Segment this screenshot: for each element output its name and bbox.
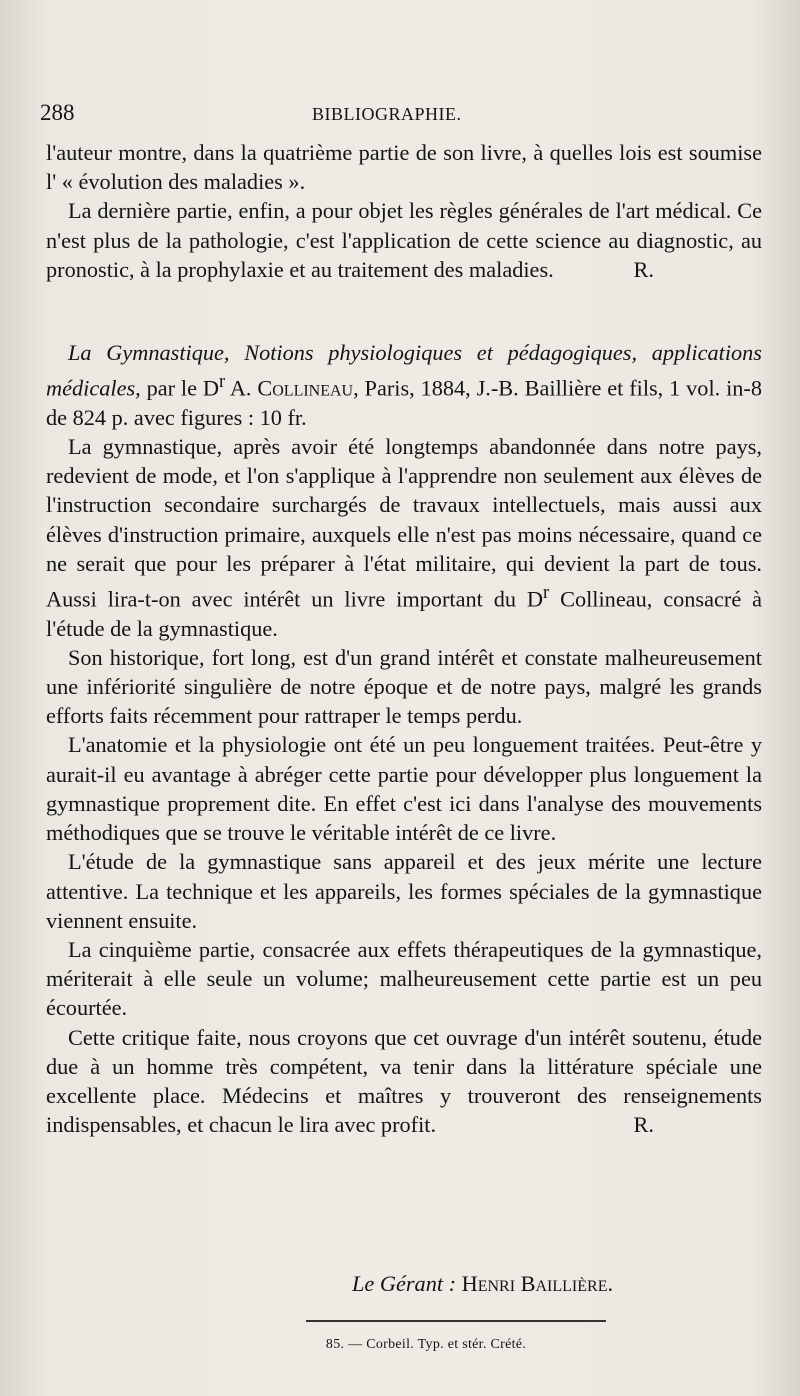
running-title: BIBLIOGRAPHIE.: [312, 104, 462, 124]
review-1-paragraph-1: l'auteur montre, dans la quatrième partie de son livre, à quelles lois est soumise l' « évolution des maladies ».: [46, 140, 762, 195]
review-2-paragraph-3: L'anatomie et la physiologie ont été un peu longuement traitées. Peut-être y aurait-il eu avantage à abréger cette partie pour développer plus longuement la gymnastique proprement dite. En effet c'est ici dans l'analyse des mouvements méthodiques que se trouve le véritable intérêt de ce livre.: [46, 732, 762, 846]
review-2-signature: R.: [633, 1112, 654, 1138]
gerant-name: Henri Baillière.: [461, 1271, 614, 1296]
review-2-paragraph-1-text: La gymnastique, après avoir été longtemps abandonnée dans notre pays, redevient de mode, et l'on s'applique à l'apprendre non seulement aux élèves de l'instruction secondaire surchargés de travaux intellectuels, mais aussi aux élèves d'instruction primaire, auxquels elle n'est pas moins nécessaire, quand ce ne serait que pour les préparer à l'état militaire, qui devient la part de tous. Aussi lira-t-on avec intérêt un livre important du D: [46, 434, 762, 612]
review-2-paragraph-4: L'étude de la gymnastique sans appareil et des jeux mérite une lecture attentive. La technique et les appareils, les formes spéciales de la gymnastique viennent ensuite.: [46, 849, 762, 933]
review-2-paragraph-1-end: Collineau, consacré à l'étude de la gymnastique.: [46, 586, 763, 641]
page-number: 288: [40, 100, 75, 125]
review-1-paragraph-2: [46, 196, 762, 284]
running-header: [40, 100, 760, 130]
review-2-paragraph-5: La cinquième partie, consacrée aux effets thérapeutiques de la gymnastique, mériterait à elle seule un volume; malheureusement cette partie est un peu écourtée.: [46, 936, 762, 1021]
review-2-paragraph-6: [46, 1023, 762, 1140]
review-2-paragraph-1: [46, 432, 762, 643]
citation-by: par le D: [140, 375, 219, 401]
review-2-paragraph-6-text: Cette critique faite, nous croyons que cet ouvrage d'un intérêt soutenu, étude due à un homme très compétent, va tenir dans la littérature spéciale une excellente place. Médecins et maîtres y trouveront des renseignements indispensables, et chacun le lira avec profit.: [46, 1024, 762, 1138]
gerant-line: [352, 1271, 752, 1297]
citation-publication: Paris, 1884, J.-B. Baillière et fils, 1 vol. in-8 de 824 p. avec figures : 10 fr.: [46, 375, 762, 430]
citation-sup: r: [219, 371, 226, 393]
review-1-paragraph-2-text: La dernière partie, enfin, a pour objet les règles générales de l'art médical. Ce n'est plus de la pathologie, c'est l'application de cette science au diagnostic, au pronostic, à la prophylaxie et au traitement des maladies.: [46, 198, 762, 282]
review-2-citation: [46, 338, 762, 432]
review-1-signature: R.: [633, 256, 654, 282]
gerant-label: Le Gérant :: [352, 1271, 457, 1296]
book-title: La Gymnastique, Notions physiologiques et pédagogiques, applications médicales,: [46, 340, 762, 401]
review-2-paragraph-2: Son historique, fort long, est d'un grand intérêt et constate malheureusement une infériorité singulière de notre époque et de notre pays, malgré les grands efforts faits récemment pour rattraper le temps perdu.: [46, 644, 762, 729]
review-2-paragraph-1-sup: r: [543, 582, 550, 604]
footer-rule: [306, 1320, 606, 1322]
review-1-text: [46, 138, 762, 284]
printer-imprint: 85. — Corbeil. Typ. et stér. Crété.: [325, 1337, 527, 1352]
book-author: A. Collineau,: [225, 375, 359, 401]
review-2-text: [46, 338, 762, 1139]
